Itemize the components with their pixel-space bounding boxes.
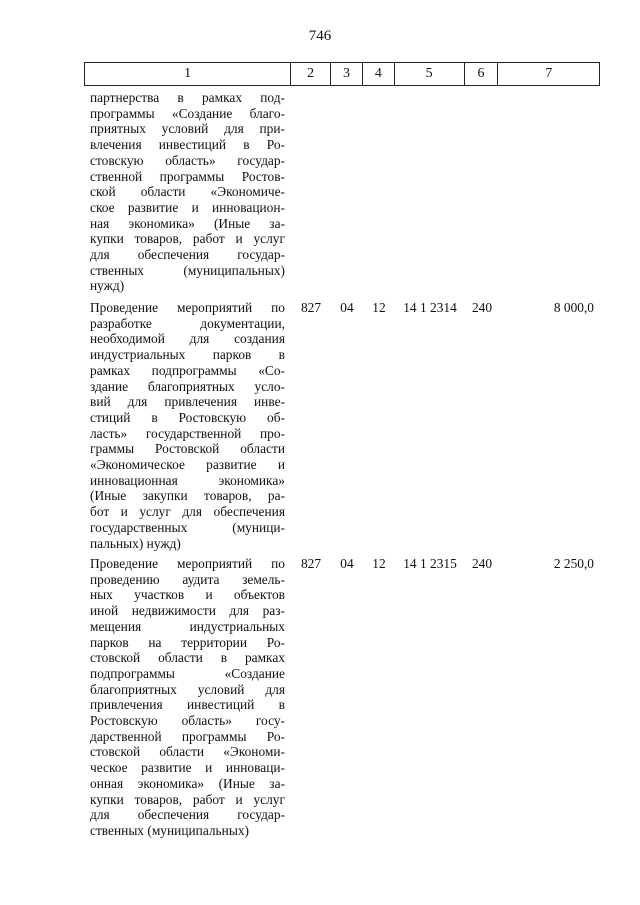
description-line: ная экономика» (Иные за- <box>90 215 285 231</box>
row-code-ministry: 827 <box>300 300 322 315</box>
description-line: необходимой для создания <box>90 331 285 347</box>
description-line: для обеспечения государ- <box>90 247 285 263</box>
description-line: инновационная экономика» <box>90 472 285 488</box>
row-amount: 2 250,0 <box>553 556 594 571</box>
row-target-article <box>395 90 465 294</box>
description-line: стиций в Ростовскую об- <box>90 409 285 425</box>
description-line: разработке документации, <box>90 315 285 331</box>
description-line: «Экономическое развитие и <box>90 457 285 473</box>
description-line: подпрограммы «Создание <box>90 665 285 681</box>
description-line: граммы Ростовской области <box>90 441 285 457</box>
row-expense-type: 240 <box>471 556 493 571</box>
description-line: бот и услуг для обеспечения <box>90 504 285 520</box>
description-line: (Иные закупки товаров, ра- <box>90 488 285 504</box>
row-expense-type: 240 <box>471 300 493 315</box>
description-line: иной недвижимости для раз- <box>90 603 285 619</box>
description-line: онная экономика» (Иные за- <box>90 775 285 791</box>
description-line: ской области «Экономиче- <box>90 184 285 200</box>
description-line: вий для привлечения инве- <box>90 394 285 410</box>
row-description <box>84 300 291 551</box>
row-amount <box>499 90 600 294</box>
row-subsection: 12 <box>372 300 386 315</box>
description-line: парков на территории Ро- <box>90 634 285 650</box>
description-line: благоприятных условий для <box>90 681 285 697</box>
description-line: стовскую область» государ- <box>90 152 285 168</box>
description-line: приятных условий для при- <box>90 121 285 137</box>
table-row <box>84 90 600 294</box>
description-line: купки товаров, работ и услуг <box>90 791 285 807</box>
row-expense-type <box>465 90 499 294</box>
description-line: стовской области «Экономи- <box>90 744 285 760</box>
description-line: ское развитие и инновацион- <box>90 199 285 215</box>
description-line: пальных) нужд) <box>90 535 181 551</box>
description-line: влечения инвестиций в Ро- <box>90 137 285 153</box>
page-number: 746 <box>308 28 332 44</box>
description-line: ческое развитие и инноваци- <box>90 760 285 776</box>
description-line: стовской области в рамках <box>90 650 285 666</box>
description-line: Проведение мероприятий по <box>90 300 285 315</box>
row-code-ministry <box>291 90 331 294</box>
header-col-2: 2 <box>291 63 331 85</box>
header-col-1: 1 <box>85 63 291 85</box>
table-row <box>84 556 600 839</box>
row-description <box>84 90 291 294</box>
row-section <box>331 90 363 294</box>
header-col-5: 5 <box>395 63 465 85</box>
row-target-article: 14 1 2314 <box>403 300 457 315</box>
row-description <box>84 556 291 839</box>
header-col-3: 3 <box>331 63 363 85</box>
description-line: ственных (муниципальных) <box>90 262 285 278</box>
row-amount: 8 000,0 <box>553 300 594 315</box>
description-line: ственных (муниципальных) <box>90 822 249 838</box>
header-col-7: 7 <box>545 66 553 81</box>
description-line: здание благоприятных усло- <box>90 378 285 394</box>
description-line: проведению аудита земель- <box>90 571 285 587</box>
description-line: нужд) <box>90 278 125 294</box>
description-line: ственной программы Ростов- <box>90 168 285 184</box>
description-line: Ростовскую область» госу- <box>90 713 285 729</box>
description-line: государственных (муници- <box>90 519 285 535</box>
description-line: ных участков и объектов <box>90 587 285 603</box>
table-row <box>84 300 600 551</box>
description-line: партнерства в рамках под- <box>90 90 285 105</box>
description-line: ласть» государственной про- <box>90 425 285 441</box>
description-line: для обеспечения государ- <box>90 807 285 823</box>
description-line: купки товаров, работ и услуг <box>90 231 285 247</box>
row-subsection <box>363 90 395 294</box>
header-col-4: 4 <box>363 63 395 85</box>
description-line: индустриальных парков в <box>90 347 285 363</box>
description-line: привлечения инвестиций в <box>90 697 285 713</box>
description-line: Проведение мероприятий по <box>90 556 285 571</box>
description-line: программы «Создание благо- <box>90 105 285 121</box>
description-line: мещения индустриальных <box>90 618 285 634</box>
row-section: 04 <box>340 556 354 571</box>
row-section: 04 <box>340 300 354 315</box>
description-line: рамках подпрограммы «Со- <box>90 362 285 378</box>
table-header <box>84 62 600 86</box>
description-line: дарственной программы Ро- <box>90 728 285 744</box>
row-target-article: 14 1 2315 <box>403 556 457 571</box>
row-code-ministry: 827 <box>300 556 322 571</box>
header-col-6: 6 <box>465 63 499 85</box>
row-subsection: 12 <box>372 556 386 571</box>
